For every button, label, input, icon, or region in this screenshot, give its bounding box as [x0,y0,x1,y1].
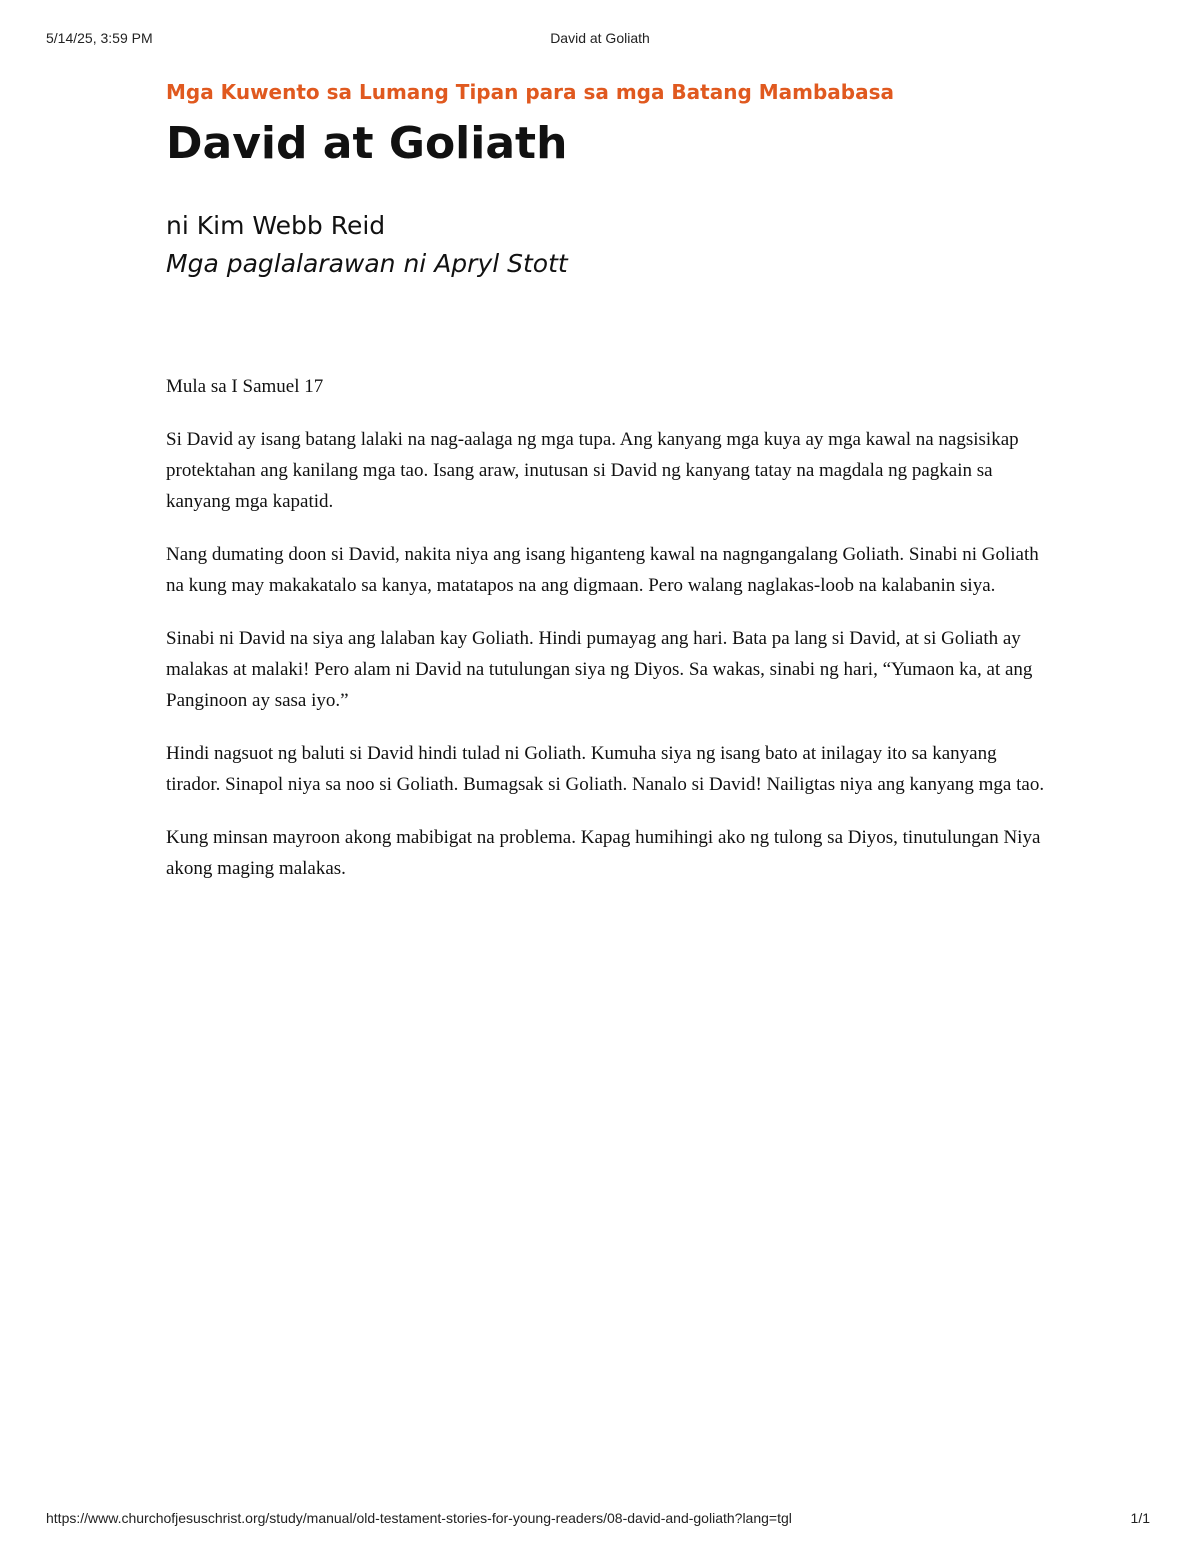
story-paragraph: Nang dumating doon si David, nakita niya ang isang higanteng kawal na nagngangalang Goliath. Sinabi ni Goliath na kung may makakatalo sa kanya, matatapos na ang digmaan. Pero walang naglakas-loob na kalabanin siya. [166,544,1039,596]
print-header [0,30,1200,50]
story-paragraph: Sinabi ni David na siya ang lalaban kay Goliath. Hindi pumayag ang hari. Bata pa lang si David, at si Goliath ay malakas at malaki! Pero alam ni David na tutulungan siya ng Diyos. Sa wakas, sinabi ng hari, “Yumaon ka, at ang Panginoon ay sasa iyo.” [166,628,1033,711]
print-footer [0,1510,1200,1530]
article-title: David at Goliath [166,118,568,169]
print-page-number: 1/1 [1130,1510,1150,1526]
article [166,78,1046,884]
story-paragraph: Kung minsan mayroon akong mabibigat na problema. Kapag humihingi ako ng tulong sa Diyos, tinutulungan Niya akong maging malakas. [166,827,1041,879]
print-datetime: 5/14/25, 3:59 PM [46,30,153,46]
print-url: https://www.churchofjesuschrist.org/study/manual/old-testament-stories-for-young-readers/08-david-and-goliath?lang=tgl [46,1510,792,1526]
series-kicker: Mga Kuwento sa Lumang Tipan para sa mga Batang Mambabasa [166,80,895,104]
author-byline: ni Kim Webb Reid [166,211,386,240]
story-paragraph: Hindi nagsuot ng baluti si David hindi tulad ni Goliath. Kumuha siya ng isang bato at inilagay ito sa kanyang tirador. Sinapol niya sa noo si Goliath. Bumagsak si Goliath. Nanalo si David! Nailigtas niya ang kanyang mga tao. [166,743,1045,795]
print-page-title: David at Goliath [550,30,650,46]
illustrator-byline: Mga paglalarawan ni Apryl Stott [166,249,568,278]
scripture-source: Mula sa I Samuel 17 [166,376,324,397]
story-paragraph: Si David ay isang batang lalaki na nag-aalaga ng mga tupa. Ang kanyang mga kuya ay mga kawal na nagsisikap protektahan ang kanilang mga tao. Isang araw, inutusan si David ng kanyang tatay na magdala ng pagkain sa kanyang mga kapatid. [166,429,1019,512]
